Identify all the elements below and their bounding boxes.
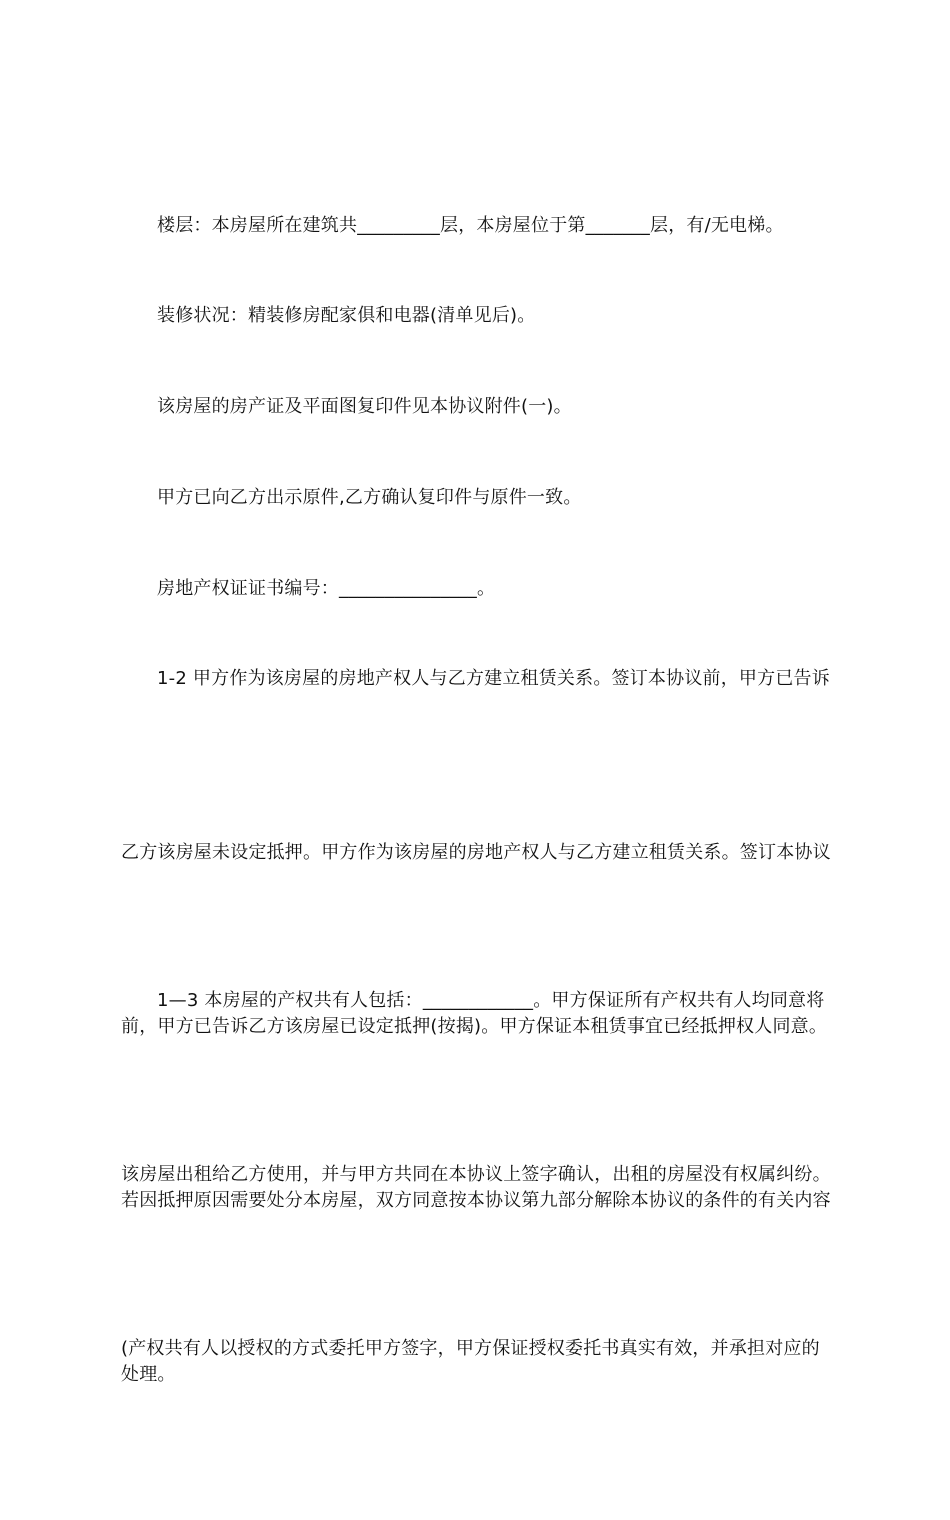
text-line: (产权共有人以授权的方式委托甲方签字，甲方保证授权委托书真实有效，并承担对应的 xyxy=(121,1338,820,1359)
text-line: 若因抵押原因需要处分本房屋，双方同意按本协议第九部分解除本协议的条件的有关内容 xyxy=(121,1190,831,1211)
text-line: 该房屋出租给乙方使用，并与甲方共同在本协议上签字确认，出租的房屋没有权属纠纷。 xyxy=(121,1164,831,1185)
text-line: 楼层：本房屋所在建筑共_________层，本房屋位于第_______层，有/无电梯。 xyxy=(157,215,784,236)
text-line: 处理。 xyxy=(121,1364,176,1385)
text-line: 房地产权证证书编号：_______________。 xyxy=(157,578,496,599)
text-line: 甲方已向乙方出示原件,乙方确认复印件与原件一致。 xyxy=(157,487,582,508)
paragraph-clause-1-3 xyxy=(121,856,841,1494)
text-line: 前，甲方已告诉乙方该房屋已设定抵押(按揭)。甲方保证本租赁事宜已经抵押权人同意。 xyxy=(121,1016,828,1037)
text-line: 乙方该房屋未设定抵押。甲方作为该房屋的房地产权人与乙方建立租赁关系。签订本协议 xyxy=(121,842,831,863)
text-line: 1-2 甲方作为该房屋的房地产权人与乙方建立租赁关系。签订本协议前，甲方已告诉 xyxy=(157,668,830,689)
text-line: 装修状况：精装修房配家俱和电器(清单见后)。 xyxy=(157,305,536,326)
text-line: 1—3 本房屋的产权共有人包括：____________。甲方保证所有产权共有人均同意将 xyxy=(157,990,825,1011)
text-line: 该房屋的房产证及平面图复印件见本协议附件(一)。 xyxy=(157,396,572,417)
